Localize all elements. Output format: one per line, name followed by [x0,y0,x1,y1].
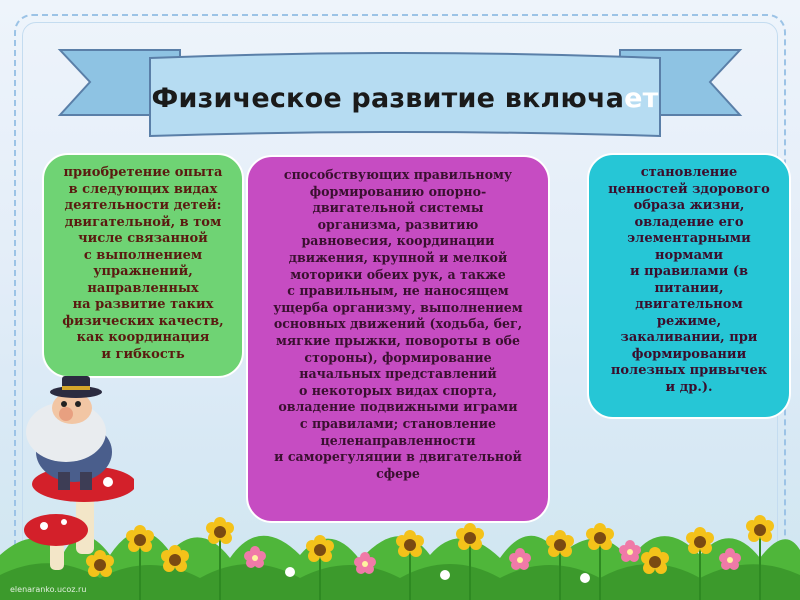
watermark: elenaranko.ucoz.ru [10,585,87,594]
card-motor-experience [42,153,244,378]
page-title-main: Физическое развитие включа [151,82,625,114]
card-healthy-lifestyle-text: становление ценностей здорового образа жизни, овладение его элементарными нормами и правилами (в питании, двигательном режиме, закаливании, при формировании полезных привычек и др.). [608,165,770,395]
page-title [150,58,660,138]
card-musculoskeletal-text: способствующих правильному формированию опорно- двигательной системы организма, развитию равновесия, координации движения, крупной и мелкой моторики обеих рук, а также с правильным, не наносящем ущерба организму, выполнением основных движений (ходьба, бег, мягкие прыжки, повороты в обе стороны), формирование начальных представлений о некоторых видах спорта, овладение подвижными играми с правилами; становление целенаправленности и саморегуляции в двигательной сфере [273,167,523,481]
page-title-suffix: ет [624,82,659,114]
gnome-character [4,372,134,572]
card-motor-experience-text: приобретение опыта в следующих видах деятельности детей: двигательной, в том числе связанной с выполнением упражнений, направленных на развитие таких физических качеств, как координация и гибкость [62,165,224,362]
card-healthy-lifestyle [587,153,791,419]
